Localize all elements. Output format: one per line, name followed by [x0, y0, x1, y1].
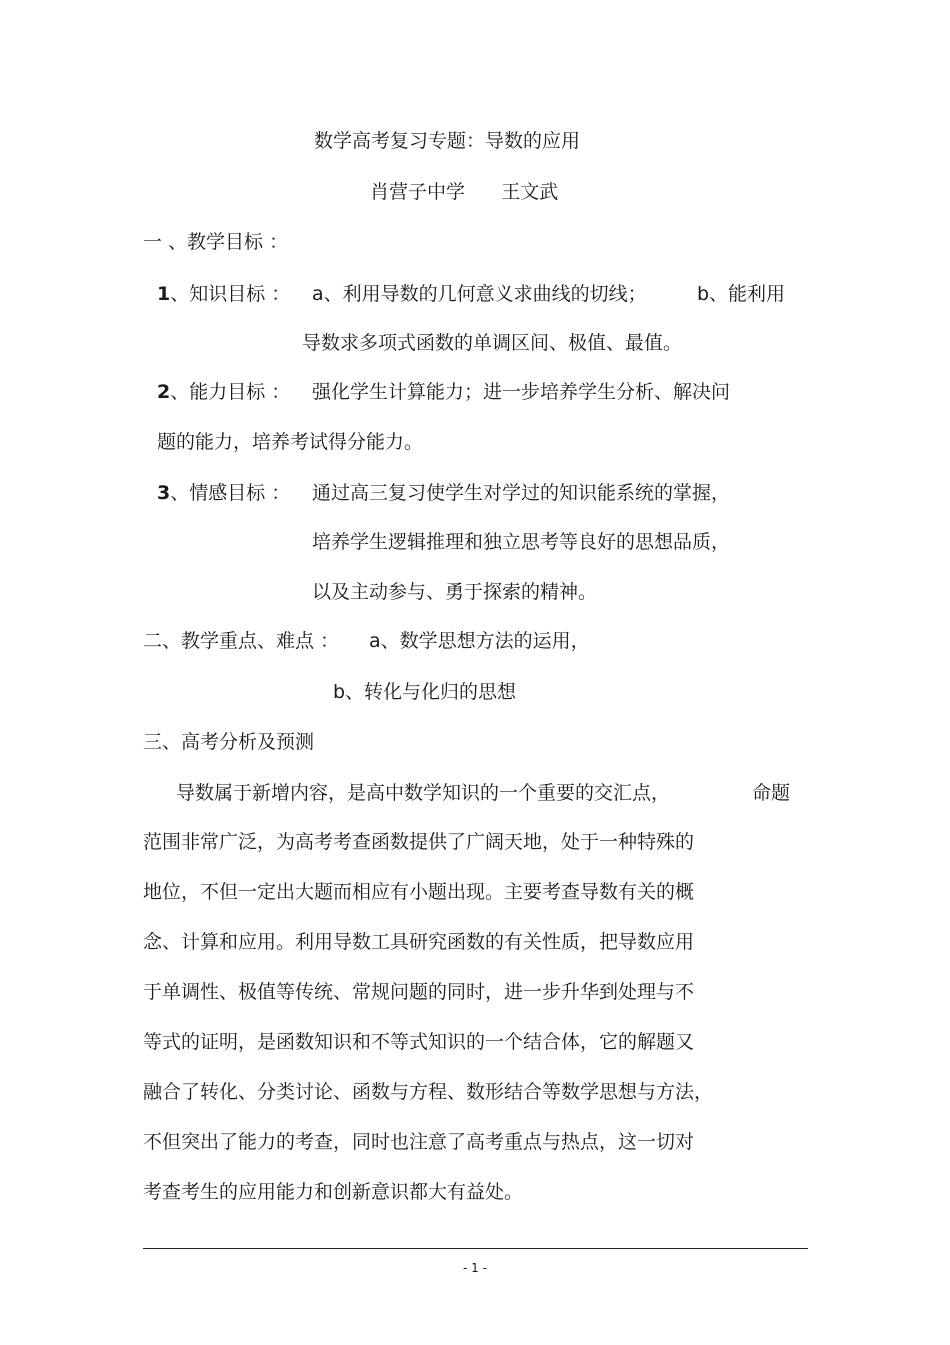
item-3-text-cont-2: 以及主动参与、勇于探索的精神。 [312, 581, 598, 603]
paragraph-line-7: 融合了转化、分类讨论、函数与方程、数形结合等数学思想与方法， [143, 1081, 714, 1103]
page-number: - 1 - [463, 1261, 487, 1275]
section-1-heading: 一 、教学目标 ： [143, 231, 289, 253]
paragraph-line-9: 考查考生的应用能力和创新意识都大有益处。 [143, 1181, 524, 1203]
item-2-text-cont: 题的能力，培养考试得分能力。 [157, 431, 424, 453]
item-2-number: 2 [157, 381, 171, 403]
item-1-text-cont: 导数求多项式函数的单调区间、极值、最值。 [302, 332, 683, 354]
paragraph-line-1: 导数属于新增内容，是高中数学知识的一个重要的交汇点， [176, 782, 671, 804]
paragraph-line-5: 于单调性、极值等传统、常规问题的同时，进一步升华到处理与不 [143, 981, 695, 1003]
paragraph-line-4: 念、计算和应用。利用导数工具研究函数的有关性质，把导数应用 [143, 931, 695, 953]
footer-rule [143, 1248, 808, 1249]
item-1-number: 1 [157, 283, 171, 305]
item-3-number: 3 [157, 482, 171, 504]
item-1-text-b: b、能利用 [697, 283, 786, 305]
item-3-text-cont-1: 培养学生逻辑推理和独立思考等良好的思想品质， [312, 531, 731, 553]
item-1-text-a: a、利用导数的几何意义求曲线的切线； [312, 283, 647, 305]
item-2-label: 、能力目标 ： [170, 381, 291, 403]
author-line: 肖营子中学 王文武 [370, 181, 559, 203]
paragraph-line-1-tail: 命题 [752, 782, 791, 804]
section-2-point-a: a、数学思想方法的运用， [369, 630, 590, 652]
item-3-label: 、情感目标 ： [170, 482, 291, 504]
item-1-label: 、知识目标 ： [170, 283, 291, 305]
paragraph-line-8: 不但突出了能力的考查，同时也注意了高考重点与热点，这一切对 [143, 1131, 695, 1153]
item-1 [157, 282, 290, 306]
item-3-text: 通过高三复习使学生对学过的知识能系统的掌握， [312, 482, 731, 504]
item-3 [157, 481, 290, 505]
section-2-heading: 二、教学重点、难点 ： [143, 630, 340, 652]
section-2-point-b: b、转化与化归的思想 [333, 681, 517, 703]
item-2-text: 强化学生计算能力；进一步培养学生分析、解决问 [312, 381, 731, 403]
paragraph-line-2: 范围非常广泛，为高考考查函数提供了广阔天地，处于一种特殊的 [143, 831, 695, 853]
page-title: 数学高考复习专题：导数的应用 [314, 130, 581, 152]
paragraph-line-3: 地位，不但一定出大题而相应有小题出现。主要考查导数有关的概 [143, 881, 695, 903]
paragraph-line-6: 等式的证明，是函数知识和不等式知识的一个结合体，它的解题又 [143, 1031, 695, 1053]
section-3-heading: 三、高考分析及预测 [143, 731, 315, 753]
item-2 [157, 380, 290, 404]
